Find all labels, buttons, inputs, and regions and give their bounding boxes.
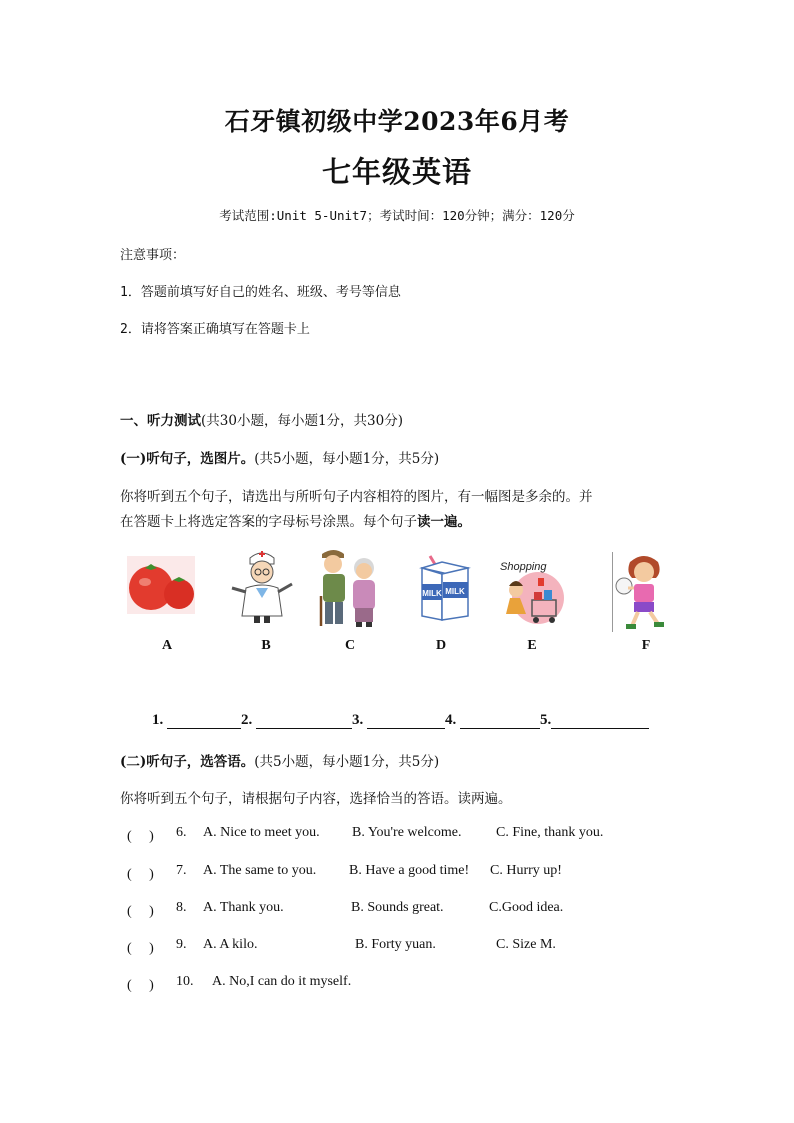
answer-label-5: 5.	[540, 712, 552, 728]
answer-paren[interactable]: ( )	[127, 867, 154, 882]
question-number: 6.	[176, 825, 187, 840]
option-a: A. No,I can do it myself.	[212, 974, 352, 989]
option-a: A. A kilo.	[203, 937, 258, 952]
question-number: 8.	[176, 900, 187, 915]
section1-heading: 一、听力测试	[120, 413, 201, 429]
option-b: B. Have a good time!	[349, 863, 470, 878]
exam-subtitle: 七年级英语	[321, 155, 472, 189]
notes-heading: 注意事项：	[120, 248, 186, 263]
part1-heading: (一)听句子，选图片。	[120, 451, 255, 467]
part1-heading-line	[120, 447, 439, 467]
answer-blank-4[interactable]	[460, 714, 540, 729]
answer-paren[interactable]: ( )	[127, 941, 154, 956]
elderly-couple-icon	[318, 546, 382, 628]
option-c: C. Fine, thank you.	[496, 825, 604, 840]
shopping-girl-icon	[496, 556, 568, 630]
part2-heading: (二)听句子，选答语。	[120, 754, 255, 770]
answer-blank-3[interactable]	[367, 714, 445, 729]
exam-title: 石牙镇初级中学2023年6月考	[224, 107, 570, 136]
option-a: A. Thank you.	[203, 900, 284, 915]
section1-heading-note: (共30小题，每小题1分，共30分)	[201, 413, 403, 429]
picture-label-f: F	[641, 638, 651, 653]
question-number: 10.	[176, 974, 194, 989]
answer-label-4: 4.	[445, 712, 457, 728]
picture-label-b: B	[261, 638, 271, 653]
answer-label-1: 1.	[152, 712, 164, 728]
option-b: B. Forty yuan.	[355, 937, 436, 952]
answer-blank-2[interactable]	[256, 714, 352, 729]
picture-label-a: A	[161, 638, 173, 653]
answer-paren[interactable]: ( )	[127, 904, 154, 919]
picture-label-e: E	[527, 638, 537, 653]
answer-paren[interactable]: ( )	[127, 978, 154, 993]
doctor-icon	[226, 548, 298, 624]
part1-instructions-2: 在答题卡上将选定答案的字母标号涂黑。每个句子读一遍。	[120, 514, 471, 530]
answer-blank-1[interactable]	[167, 714, 241, 729]
notes-item-2: 2．请将答案正确填写在答题卡上	[120, 322, 310, 337]
picture-label-d: D	[435, 638, 447, 653]
answer-label-3: 3.	[352, 712, 364, 728]
option-a: A. Nice to meet you.	[203, 825, 320, 840]
tomato-icon	[127, 556, 195, 614]
answer-label-2: 2.	[241, 712, 253, 728]
picture-row	[0, 546, 794, 636]
option-a: A. The same to you.	[203, 863, 317, 878]
option-b: B. Sounds great.	[351, 900, 444, 915]
answer-paren[interactable]: ( )	[127, 829, 154, 844]
volleyball-girl-icon	[612, 552, 676, 632]
section1-heading-line	[120, 409, 403, 429]
option-c: C. Hurry up!	[490, 863, 562, 878]
exam-scope: 考试范围:Unit 5-Unit7；考试时间：120分钟；满分：120分	[219, 208, 575, 223]
svg-text:MILK: MILK	[445, 587, 465, 596]
option-b: B. You're welcome.	[352, 825, 462, 840]
milk-carton-icon	[416, 554, 474, 624]
picture-label-c: C	[344, 638, 356, 653]
svg-text:MILK: MILK	[422, 589, 442, 598]
svg-text:Shopping: Shopping	[500, 561, 547, 573]
answer-blank-5[interactable]	[551, 714, 649, 729]
option-c: C.Good idea.	[489, 900, 564, 915]
part2-heading-line	[120, 750, 439, 770]
option-c: C. Size M.	[496, 937, 556, 952]
part1-instructions-1: 你将听到五个句子，请选出与所听句子内容相符的图片，有一幅图是多余的。并	[120, 489, 593, 505]
part2-instructions: 你将听到五个句子，请根据句子内容，选择恰当的答语。读两遍。	[120, 791, 512, 807]
answer-blanks	[152, 712, 649, 729]
part2-note: (共5小题，每小题1分，共5分)	[254, 754, 440, 770]
question-number: 7.	[176, 863, 187, 878]
part1-note: (共5小题，每小题1分，共5分)	[254, 451, 440, 467]
notes-item-1: 1．答题前填写好自己的姓名、班级、考号等信息	[120, 285, 401, 300]
question-number: 9.	[176, 937, 187, 952]
